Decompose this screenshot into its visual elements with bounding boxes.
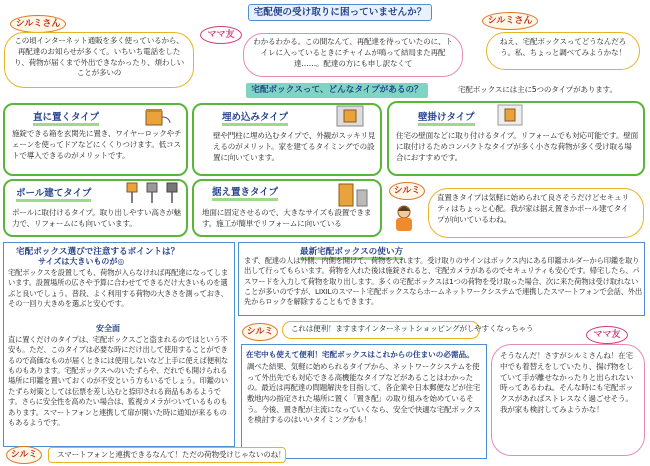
type-direct-desc: 施錠できる箱を玄関先に置き、ワイヤーロックやチェーンを使ってドアなどにくくりつけます。低コストで導入できるのがメリットです。 xyxy=(12,129,182,160)
safety-text: 直に置くだけのタイプは、宅配ボックスごと盗まれるのではという不安も。ただ、このタイプは必要な時にだけ出して使用することができるので高価なものが届くときには使用しないなど上手に使えば便利なものもあります。宅配ボックスへのいたずらや、だれでも開けられる場所に印鑑を置いておくのが不安という方もいるでしょう。印鑑のいたずら対策としては伝票を差し込むと捺印される商品もあるようです。さらに安全性を高めたい場合は、監視カメラがついているものもあります。スマートフォンと連携して扉が開いた時に通知が来るものもあるようです。 xyxy=(8,335,229,427)
type-wall-desc: 住宅の壁面などに取り付けるタイプ。リフォームでも対応可能です。壁面に取付けるためコンパクトなタイプが多く小さな荷物が多く受け取る場合におすすめです。 xyxy=(396,131,639,162)
type-standing-desc: 地面に固定させるので、大きなサイズも設置できます。施工が簡単でリフォームに向いている xyxy=(202,208,372,228)
type-wall-title-text: 壁掛けタイプ xyxy=(418,112,475,126)
type-builtin-title-text: 埋め込みタイプ xyxy=(222,112,288,126)
standing-box-illustration xyxy=(335,180,371,208)
question-band xyxy=(246,83,428,98)
intro-right-bubble xyxy=(486,32,640,70)
type-pole-desc: ポールに取付けるタイプ。取り出しやすい高さが魅力で、リフォームにも向いています。 xyxy=(12,208,181,228)
shirumi-tag-lower: シルミ xyxy=(242,323,278,341)
type-builtin-title xyxy=(222,109,288,123)
type-direct-title-text: 直に置くタイプ xyxy=(33,112,99,126)
points-heading: 宅配ボックス選びで注意するポイントは？ xyxy=(16,247,180,257)
shirumi-tag-mid: シルミ xyxy=(389,182,425,200)
type-builtin-desc: 壁や門柱に埋め込むタイプで、外観がスッキリ見えるのがメリット。家を建てるタイミングでの設置に向いています。 xyxy=(213,131,376,162)
intro-left-bubble xyxy=(4,32,194,88)
question-band-text: 宅配ボックスって、どんなタイプがあるの？ xyxy=(251,85,423,95)
type-direct-title xyxy=(33,109,99,123)
bottom-shirumi-text: スマートフォンと連携できるなんて！ただの荷物受けじゃないのね！ xyxy=(57,450,286,459)
mama-reply-bubble xyxy=(491,344,645,456)
page-title-box xyxy=(248,4,432,21)
convenient-bubble xyxy=(282,321,534,339)
intro-left-text: この頃インターネット通販を多く使っているから、再配達のお知らせが多くて。いちいち電話をしたり、荷物が届くまで外出できなかったり、煩わしいことが多いの xyxy=(13,36,185,78)
shirumi-tag-right: シルミさん xyxy=(482,12,538,30)
conclusion-text: 調べた結果、気軽に始められるタイプから、ネットワークシステムを使って外出先でも対応できる高機能なタイプなどがあることはわかったの。最近は再配達の問題解決を目指して、各企業や日本郵便などが住宅敷地内の指定された場所に置く「置き配」の取り組みを始めているそう。今後、置き配が主流になっていくなら、安全で快適な宅配ボックスを検討するのはいいタイミングかも！ xyxy=(247,362,481,425)
mama-tag-center: ママ友 xyxy=(200,26,242,44)
builtin-box-illustration xyxy=(335,104,365,128)
size-heading: サイズは大きいものが◎ xyxy=(38,257,125,266)
latest-text: まず、配達の人は外側、内側を開けて、荷物を入れます。受け取りのサインはボックス内にある印鑑ホルダーから印鑑を取り出して行ってもらいます。荷物を入れた後は施錠されると、宅配カメラがあるのでセキュリティも安心です。帰宅したら、パスワードを入力して荷物を取り出します。多くの宅配ボックスは1つの荷物を受け取った場合、次に来た荷物は受け取れないことが多いのですが、LIXILのスマート宅配ボックスならホームネットワークシステムで連携したスマートフォンで会話、外出先からロックを解除することもできます。 xyxy=(244,256,642,307)
intro-center-bubble xyxy=(243,33,463,77)
shirumi-comment-text: 直置きタイプは気軽に始められて良さそうだけどセキュリティはちょっと心配。我が家は据え置きかポール建てタイプが向いているわね。 xyxy=(437,193,629,224)
size-text: 宅配ボックスを設置しても、荷物が入らなければ再配達になってしまいます。設置場所の広さや予算に合わせてできるだけ大きいものを選ぶと良いでしょう。普段、よく利用する荷物の大きさを測っておき、その一回り大きめを選ぶと安心です。 xyxy=(8,268,228,309)
type-wall-title xyxy=(418,109,475,123)
page-title: 宅配便の受け取りに困っていませんか？ xyxy=(253,7,427,18)
wall-box-illustration xyxy=(497,104,523,126)
conclusion-heading: 在宅中も使えて便利！宅配ボックスはこれからの住まいの必需品。 xyxy=(246,350,474,359)
mama-reply-text: そうなんだ！さすがシルミさんね！在宅中でも着替えをしていたり、揚げ物をしていて手が離せなかったりと出られない時ってあるわね。そんな時にも宅配ボックスがあればストレスなく過ごせそう。我が家も検討してみようかな！ xyxy=(500,351,634,414)
shirumi-tag: シルミさん xyxy=(10,15,66,33)
shirumi-comment-bubble xyxy=(428,188,644,238)
type-pole-title xyxy=(16,185,91,199)
intro-center-text: わかるわかる。この間なんて、再配達を待っていたのに、トイレに入っているときにチャイムが鳴って結局また再配達……。配達の方にも申し訳なくて xyxy=(253,37,453,68)
convenient-shirumi-text: これは便利！ますますインターネットショッピングがしやすくなっちゃう xyxy=(291,324,534,333)
intro-right-text: ねえ、宅配ボックスってどうなんだろう。私、ちょっと調べてみようかな！ xyxy=(499,37,627,57)
bottom-bubble xyxy=(48,447,286,463)
direct-box-illustration xyxy=(143,105,173,127)
types-note: 宅配ボックスには主に5つのタイプがあります。 xyxy=(458,85,617,94)
type-standing-title-text: 据え置きタイプ xyxy=(212,187,278,201)
latest-heading: 最新宅配ボックスの使い方 xyxy=(300,245,403,260)
type-pole-title-text: ポール建てタイプ xyxy=(16,188,91,202)
type-standing-title xyxy=(212,184,278,198)
safety-heading: 安全面 xyxy=(96,324,120,333)
mama-tag-lower: ママ友 xyxy=(586,326,628,344)
shirumi-tag-bottom: シルミ xyxy=(6,446,42,464)
shirumi-avatar xyxy=(389,203,419,233)
pole-box-illustration xyxy=(123,180,183,204)
